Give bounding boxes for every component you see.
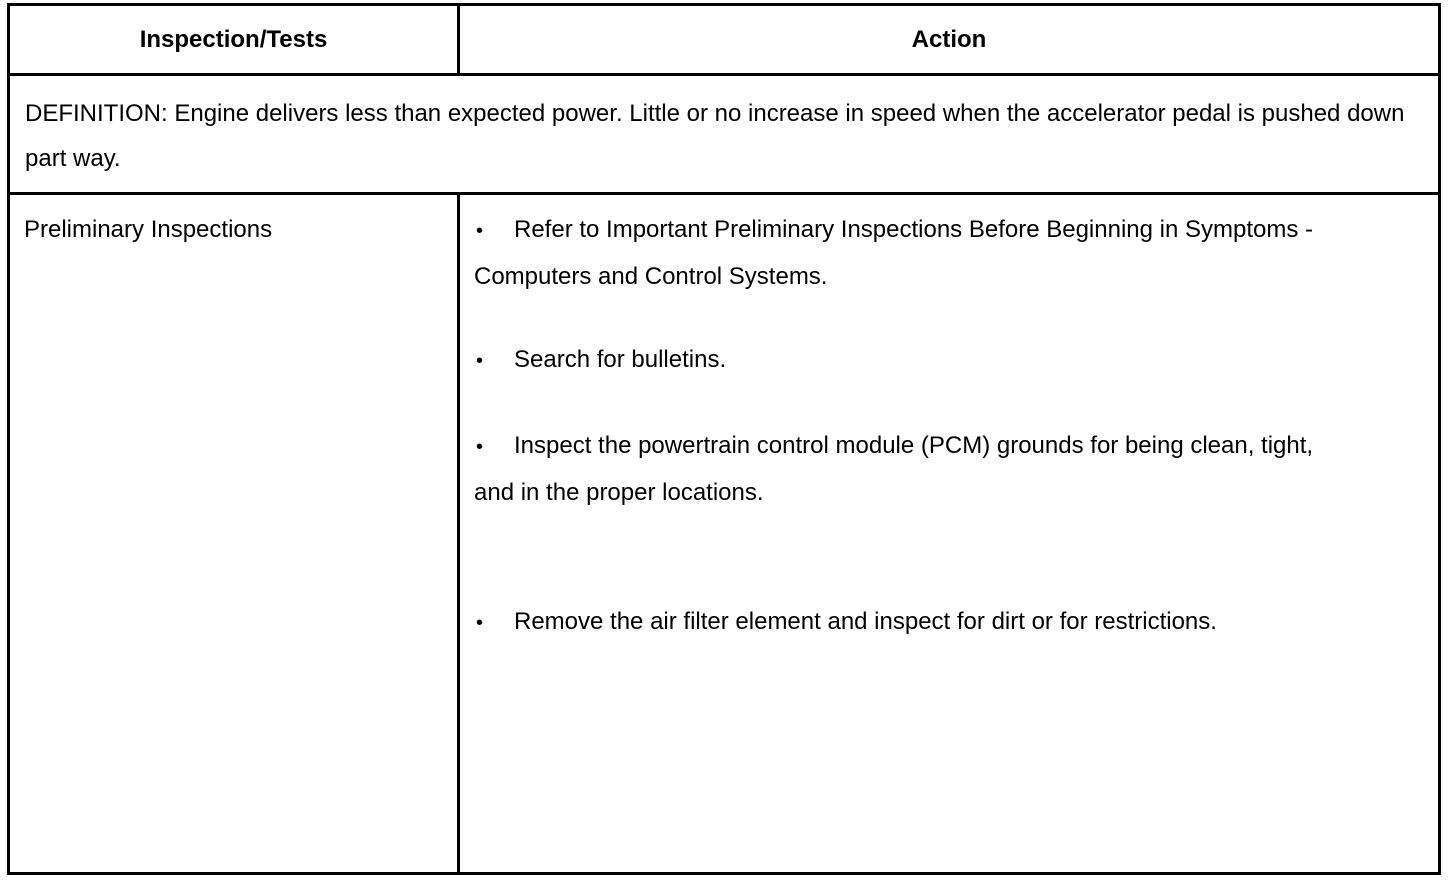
header-action: Action [911,25,987,53]
bullet-icon: • [476,612,484,634]
header-inspection-tests: Inspection/Tests [139,25,328,53]
bullet-icon: • [476,350,484,372]
action-text: Remove the air filter element and inspect for dirt or for restrictions. [514,608,1217,635]
inspection-preliminary: Preliminary Inspections [24,216,273,243]
header-column-divider [457,6,460,76]
definition-divider [10,192,1438,195]
list-item [474,599,1334,646]
list-item [474,423,1334,515]
action-text: Refer to Important Preliminary Inspections Before Beginning in Symptoms -Computers and Control Systems. [474,216,1314,290]
list-item [474,337,1334,384]
list-item [474,207,1334,299]
row-column-divider [457,192,460,872]
action-text: Search for bulletins. [514,346,727,373]
definition-text: DEFINITION: Engine delivers less than expected power. Little or no increase in speed when the accelerator pedal is pushed down part way. [25,100,1405,172]
action-text: Inspect the powertrain control module (PCM) grounds for being clean, tight, and in the proper locations. [474,432,1314,506]
bullet-icon: • [476,436,484,458]
header-divider [10,73,1438,76]
bullet-icon: • [476,220,484,242]
